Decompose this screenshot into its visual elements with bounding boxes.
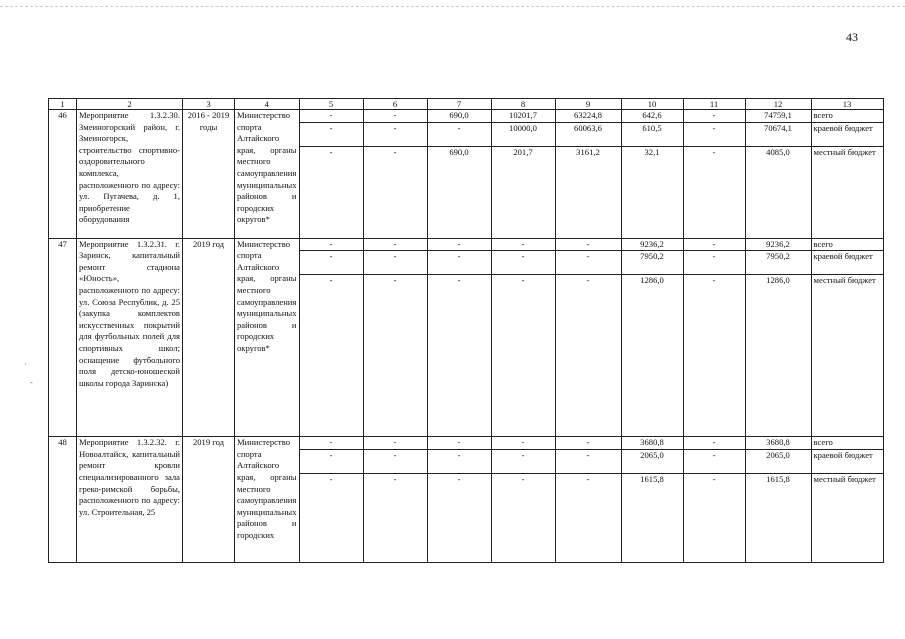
executor: Министерство спорта Алтайского края, органы местного самоуправления муниципальных районов и городских [235, 437, 300, 563]
value-cell: - [555, 473, 621, 562]
value-cell: 10000,0 [491, 122, 555, 146]
funding-source: всего [811, 437, 883, 450]
funding-source: местный бюджет [811, 275, 883, 437]
value-cell: 10201,7 [491, 110, 555, 123]
value-cell: - [427, 275, 491, 437]
value-cell: - [491, 238, 555, 251]
value-cell: 1286,0 [745, 275, 811, 437]
value-cell: - [555, 238, 621, 251]
header-cell: 9 [555, 99, 621, 110]
value-cell: - [427, 449, 491, 473]
value-cell: 1615,8 [621, 473, 683, 562]
value-cell: 201,7 [491, 146, 555, 238]
value-cell: - [363, 146, 427, 238]
value-cell: - [363, 473, 427, 562]
executor: Министерство спорта Алтайского края, органы местного самоуправления муниципальных районов и городских округов* [235, 110, 300, 239]
header-cell: 2 [77, 99, 183, 110]
funding-source: всего [811, 110, 883, 123]
page-number: 43 [846, 30, 858, 44]
value-cell: - [555, 449, 621, 473]
activity-name: Мероприятие 1.3.2.30. Змеиногорский район, г. Змеиногорск, строительство спортивно-оздоровительного комплекса, расположенного по адресу: ул. Пугачева, д. 1, приобретение оборудования [77, 110, 183, 239]
value-cell: - [363, 238, 427, 251]
value-cell: 9236,2 [745, 238, 811, 251]
value-cell: 70674,1 [745, 122, 811, 146]
value-cell: - [683, 437, 745, 450]
value-cell: 3161,2 [555, 146, 621, 238]
value-cell: - [427, 473, 491, 562]
value-cell: - [683, 473, 745, 562]
period: 2016 - 2019 годы [183, 110, 235, 239]
value-cell: - [683, 275, 745, 437]
value-cell: 2065,0 [621, 449, 683, 473]
value-cell: - [491, 251, 555, 275]
value-cell: - [299, 251, 363, 275]
value-cell: - [427, 122, 491, 146]
row-number: 46 [49, 110, 77, 239]
value-cell: - [363, 110, 427, 123]
header-cell: 10 [621, 99, 683, 110]
value-cell: - [683, 110, 745, 123]
value-cell: - [363, 437, 427, 450]
value-cell: - [299, 122, 363, 146]
header-cell: 5 [299, 99, 363, 110]
value-cell: - [363, 275, 427, 437]
value-cell: 3680,8 [621, 437, 683, 450]
value-cell: - [427, 251, 491, 275]
header-cell: 8 [491, 99, 555, 110]
value-cell: 610,5 [621, 122, 683, 146]
value-cell: 32,1 [621, 146, 683, 238]
row-number: 48 [49, 437, 77, 563]
value-cell: - [683, 251, 745, 275]
value-cell: - [683, 449, 745, 473]
value-cell: - [363, 251, 427, 275]
page-top-border [0, 6, 905, 7]
value-cell: - [363, 122, 427, 146]
header-cell: 6 [363, 99, 427, 110]
value-cell: 2065,0 [745, 449, 811, 473]
funding-source: краевой бюджет [811, 122, 883, 146]
header-cell: 3 [183, 99, 235, 110]
header-cell: 4 [235, 99, 300, 110]
value-cell: 3680,8 [745, 437, 811, 450]
value-cell: - [491, 437, 555, 450]
value-cell: - [683, 146, 745, 238]
period: 2019 год [183, 238, 235, 437]
table-row [49, 238, 884, 251]
value-cell: - [683, 122, 745, 146]
funding-source: краевой бюджет [811, 449, 883, 473]
value-cell: - [555, 251, 621, 275]
scan-mark: · [24, 360, 27, 369]
value-cell: 690,0 [427, 110, 491, 123]
scan-mark: - [30, 378, 33, 387]
value-cell: 1615,8 [745, 473, 811, 562]
value-cell: - [491, 449, 555, 473]
value-cell: - [555, 437, 621, 450]
value-cell: - [299, 275, 363, 437]
value-cell: - [299, 473, 363, 562]
header-row [49, 99, 884, 110]
value-cell: - [363, 449, 427, 473]
value-cell: - [299, 449, 363, 473]
value-cell: - [299, 437, 363, 450]
funding-source: краевой бюджет [811, 251, 883, 275]
header-cell: 7 [427, 99, 491, 110]
value-cell: 4085,0 [745, 146, 811, 238]
value-cell: 642,6 [621, 110, 683, 123]
header-cell: 1 [49, 99, 77, 110]
value-cell: 74759,1 [745, 110, 811, 123]
funding-source: местный бюджет [811, 473, 883, 562]
activity-name: Мероприятие 1.3.2.32. г. Новоалтайск, капитальный ремонт кровли специализированного зала греко-римской борьбы, расположенного по адресу: ул. Строительная, 25 [77, 437, 183, 563]
header-cell: 13 [811, 99, 883, 110]
executor: Министерство спорта Алтайского края, органы местного самоуправления муниципальных районов и городских округов* [235, 238, 300, 437]
value-cell: 60063,6 [555, 122, 621, 146]
value-cell: 1286,0 [621, 275, 683, 437]
header-cell: 11 [683, 99, 745, 110]
activity-name: Мероприятие 1.3.2.31. г. Заринск, капитальный ремонт стадиона «Юность», расположенного по адресу: ул. Союза Республик, д. 25 (закупка комплектов искусственных покрытий для футбольных полей для спортивных школ; оснащение футбольного поля детско-юношеской школы города Заринска) [77, 238, 183, 437]
value-cell: 9236,2 [621, 238, 683, 251]
value-cell: 7950,2 [745, 251, 811, 275]
value-cell: - [491, 473, 555, 562]
value-cell: - [427, 437, 491, 450]
value-cell: - [427, 238, 491, 251]
value-cell: - [299, 110, 363, 123]
funding-source: всего [811, 238, 883, 251]
table-row [49, 110, 884, 123]
value-cell: - [299, 238, 363, 251]
value-cell: 690,0 [427, 146, 491, 238]
table-row [49, 437, 884, 450]
row-number: 47 [49, 238, 77, 437]
value-cell: - [491, 275, 555, 437]
value-cell: - [555, 275, 621, 437]
funding-source: местный бюджет [811, 146, 883, 238]
value-cell: - [299, 146, 363, 238]
header-cell: 12 [745, 99, 811, 110]
budget-table [48, 98, 884, 563]
value-cell: 63224,8 [555, 110, 621, 123]
period: 2019 год [183, 437, 235, 563]
value-cell: - [683, 238, 745, 251]
value-cell: 7950,2 [621, 251, 683, 275]
